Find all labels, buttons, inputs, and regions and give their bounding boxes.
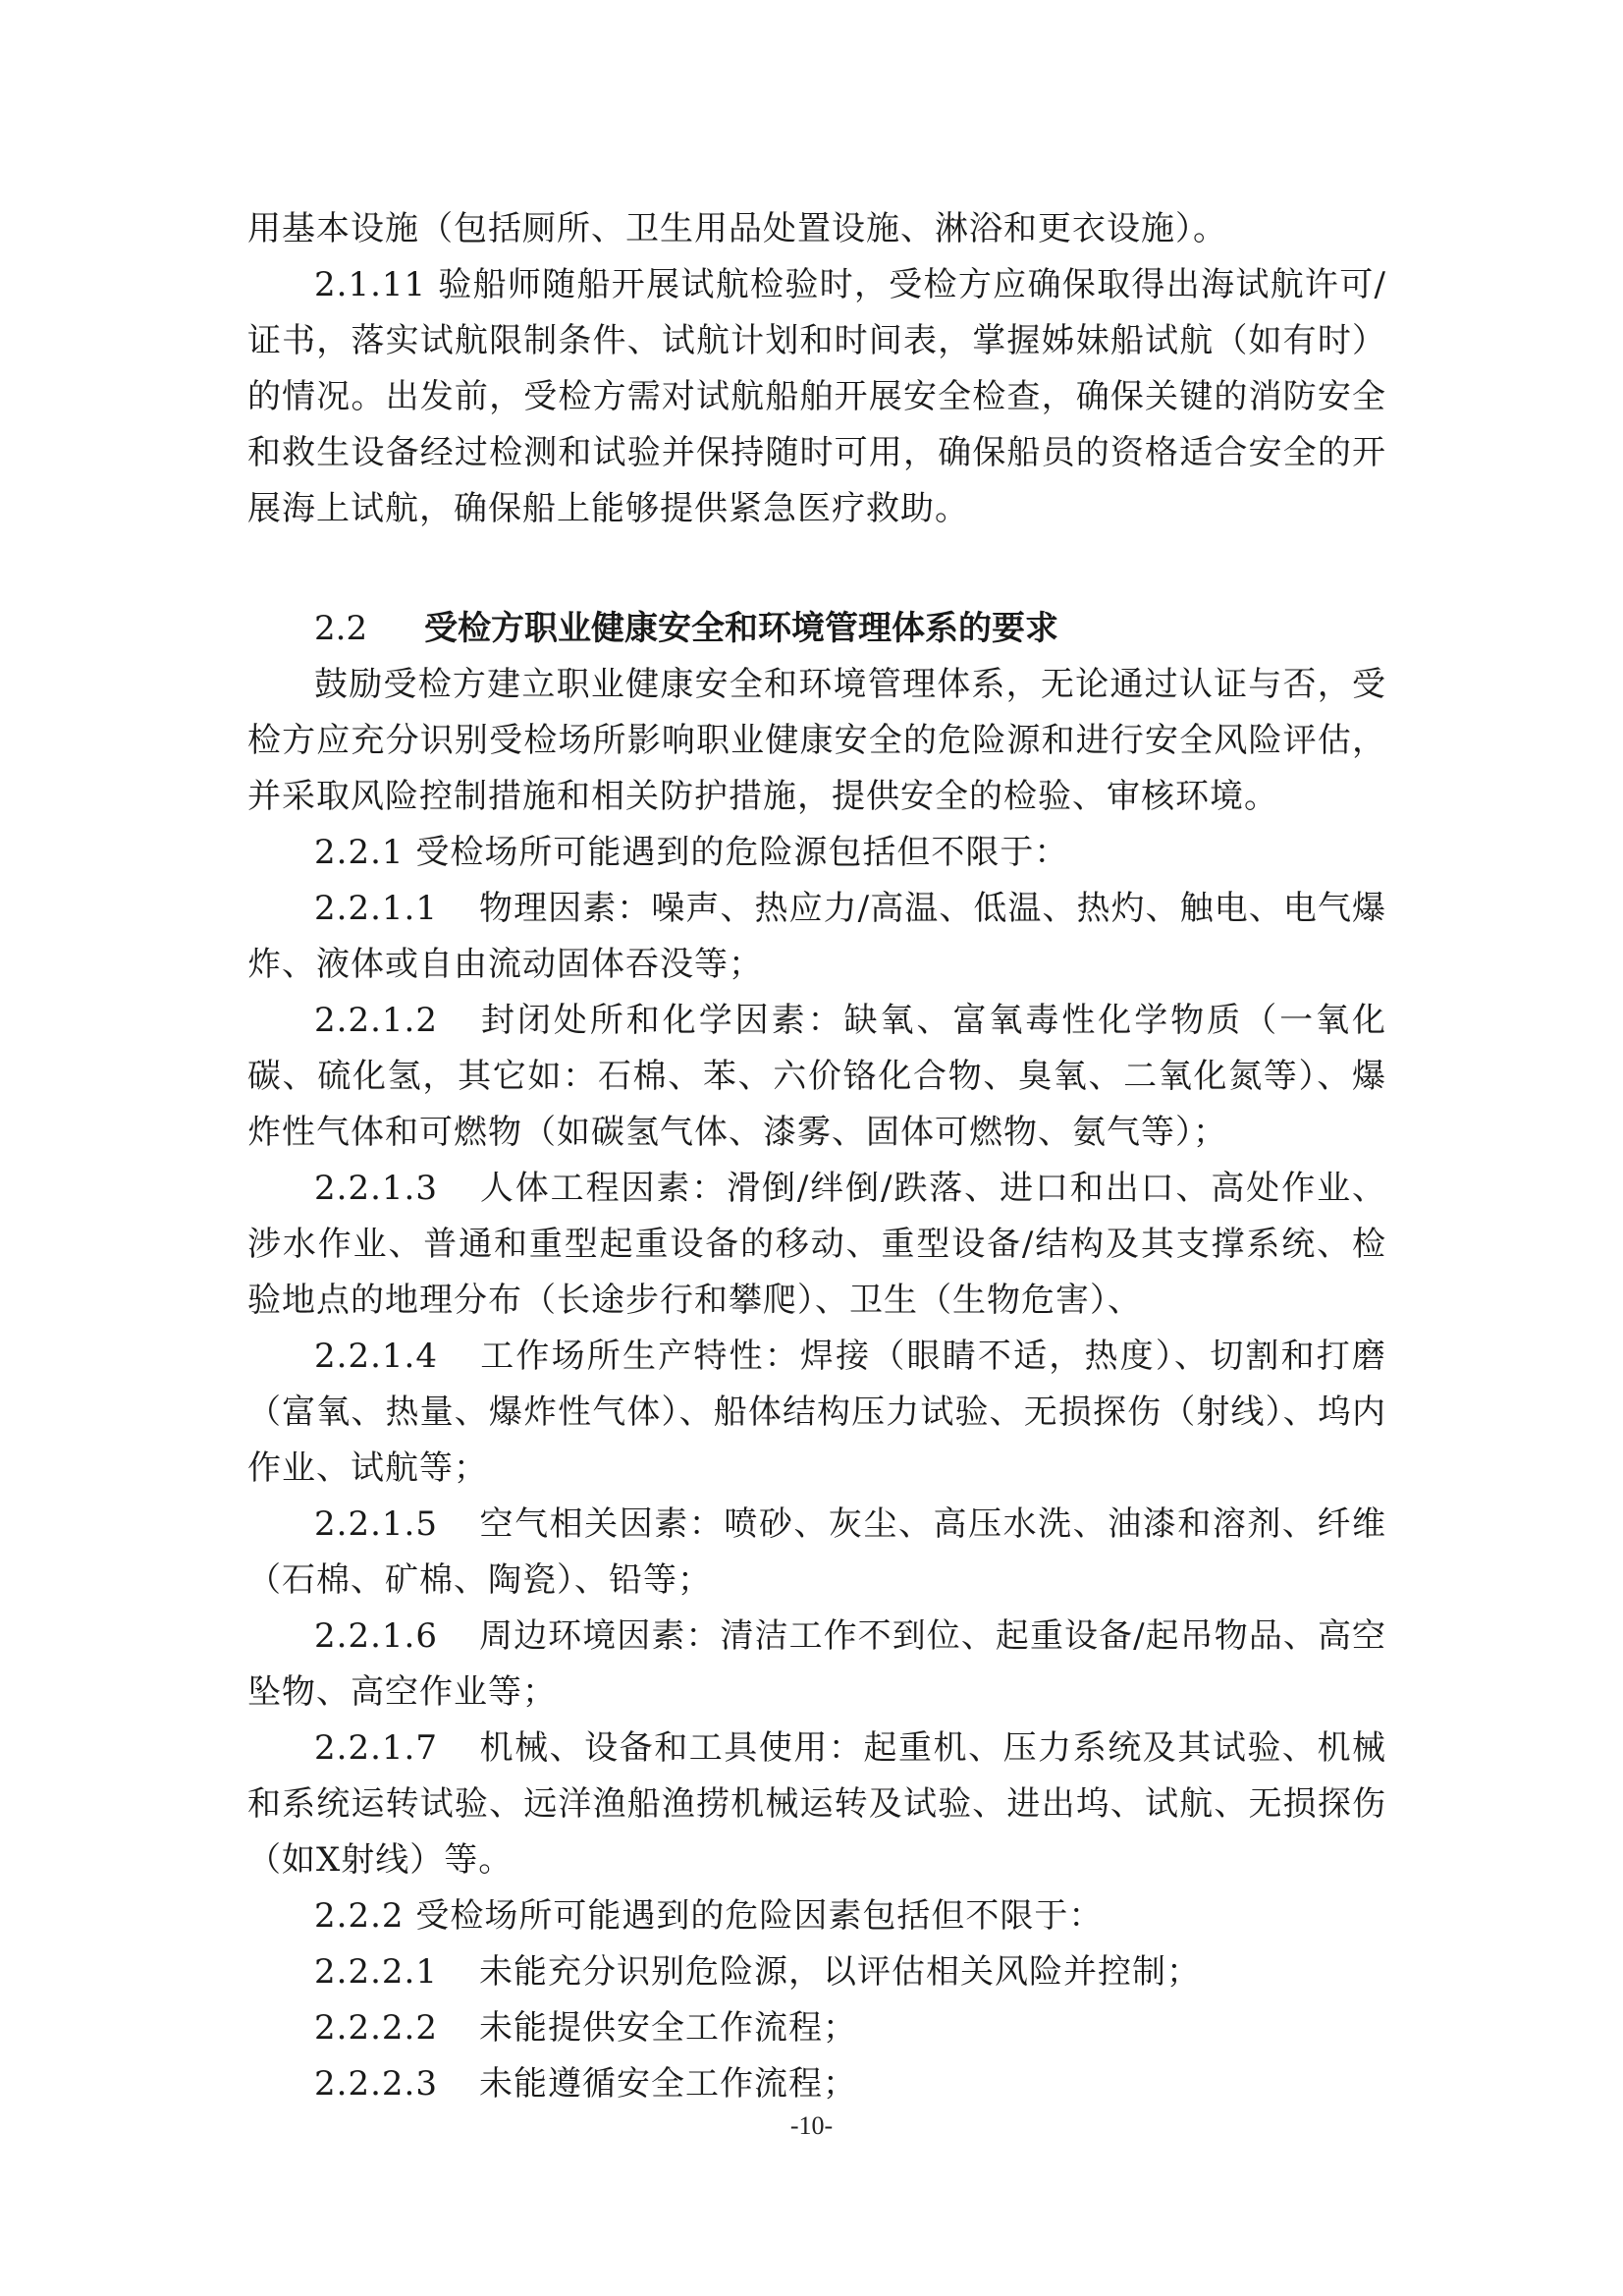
clause-number: 2.2.2.1 bbox=[314, 1952, 438, 1992]
clause-text: 空气相关因素：喷砂、灰尘、高压水洗、油漆和溶剂、纤维（石棉、矿棉、陶瓷）、铅等； bbox=[247, 1504, 1386, 1600]
clause-text: 未能遵循安全工作流程； bbox=[479, 2064, 857, 2104]
document-page bbox=[247, 201, 1386, 2112]
clause-2-2-1-7 bbox=[247, 1721, 1386, 1888]
section-heading-2-2 bbox=[247, 601, 1386, 657]
continuation-paragraph: 用基本设施（包括厕所、卫生用品处置设施、淋浴和更衣设施）。 bbox=[247, 209, 1227, 248]
clause-2-2-1-4 bbox=[247, 1329, 1386, 1497]
clause-text: 物理因素：噪声、热应力/高温、低温、热灼、触电、电气爆炸、液体或自由流动固体吞没等； bbox=[247, 889, 1386, 984]
clause-text: 未能充分识别危险源，以评估相关风险并控制； bbox=[479, 1952, 1201, 1992]
clause-2-2-1-3 bbox=[247, 1161, 1386, 1329]
clause-2-2-1-6 bbox=[247, 1609, 1386, 1721]
clause-number: 2.2.2.3 bbox=[314, 2064, 438, 2104]
clause-text: 未能提供安全工作流程； bbox=[479, 2008, 857, 2048]
clause-number: 2.2.1.7 bbox=[314, 1728, 438, 1768]
clause-text: 人体工程因素：滑倒/绊倒/跌落、进口和出口、高处作业、涉水作业、普通和重型起重设备的移动、重型设备/结构及其支撑系统、检验地点的地理分布（长途步行和攀爬）、卫生（生物危害）、 bbox=[247, 1169, 1386, 1320]
section-intro-paragraph: 鼓励受检方建立职业健康安全和环境管理体系，无论通过认证与否，受检方应充分识别受检场所影响职业健康安全的危险源和进行安全风险评估，并采取风险控制措施和相关防护措施，提供安全的检验、审核环境。 bbox=[247, 665, 1386, 816]
clause-text: 封闭处所和化学因素：缺氧、富氧毒性化学物质（一氧化碳、硫化氢，其它如：石棉、苯、六价铬化合物、臭氧、二氧化氮等）、爆炸性气体和可燃物（如碳氢气体、漆雾、固体可燃物、氨气等）； bbox=[247, 1001, 1386, 1152]
clause-text: 机械、设备和工具使用：起重机、压力系统及其试验、机械和系统运转试验、远洋渔船渔捞机械运转及试验、进出坞、试航、无损探伤（如X射线）等。 bbox=[247, 1728, 1386, 1880]
clause-text: 工作场所生产特性：焊接（眼睛不适，热度）、切割和打磨（富氧、热量、爆炸性气体）、船体结构压力试验、无损探伤（射线）、坞内作业、试航等； bbox=[247, 1337, 1386, 1488]
clause-number: 2.2.1.5 bbox=[314, 1504, 438, 1544]
clause-2-2-1-1 bbox=[247, 881, 1386, 993]
clause-number: 2.2.1.3 bbox=[314, 1169, 438, 1208]
clause-2-2-1-5 bbox=[247, 1497, 1386, 1609]
page-number: -10- bbox=[789, 2111, 834, 2140]
clause-2-2-2-1 bbox=[247, 1944, 1386, 2000]
clause-2-2-1-2 bbox=[247, 993, 1386, 1161]
clause-number: 2.2.1.2 bbox=[314, 1001, 438, 1040]
clause-number: 2.2.1.1 bbox=[314, 889, 438, 928]
clause-number: 2.2.2.2 bbox=[314, 2008, 438, 2048]
clause-2-1-11: 2.1.11 验船师随船开展试航检验时，受检方应确保取得出海试航许可/证书，落实试航限制条件、试航计划和时间表，掌握姊妹船试航（如有时）的情况。出发前，受检方需对试航船舶开展安全检查，确保关键的消防安全和救生设备经过检测和试验并保持随时可用，确保船员的资格适合安全的开展海上试航，确保船上能够提供紧急医疗救助。 bbox=[247, 265, 1386, 528]
clause-number: 2.2.1.6 bbox=[314, 1616, 438, 1656]
clause-2-2-2-3 bbox=[247, 2056, 1386, 2112]
clause-2-2-1: 2.2.1 受检场所可能遇到的危险源包括但不限于： bbox=[314, 833, 1069, 872]
clause-2-2-2: 2.2.2 受检场所可能遇到的危险因素包括但不限于： bbox=[314, 1896, 1104, 1936]
clause-2-2-2-2 bbox=[247, 2000, 1386, 2056]
section-number: 2.2 bbox=[314, 609, 368, 648]
clause-text: 周边环境因素：清洁工作不到位、起重设备/起吊物品、高空坠物、高空作业等； bbox=[247, 1616, 1386, 1712]
section-title: 受检方职业健康安全和环境管理体系的要求 bbox=[424, 609, 1058, 648]
clause-number: 2.2.1.4 bbox=[314, 1337, 438, 1376]
